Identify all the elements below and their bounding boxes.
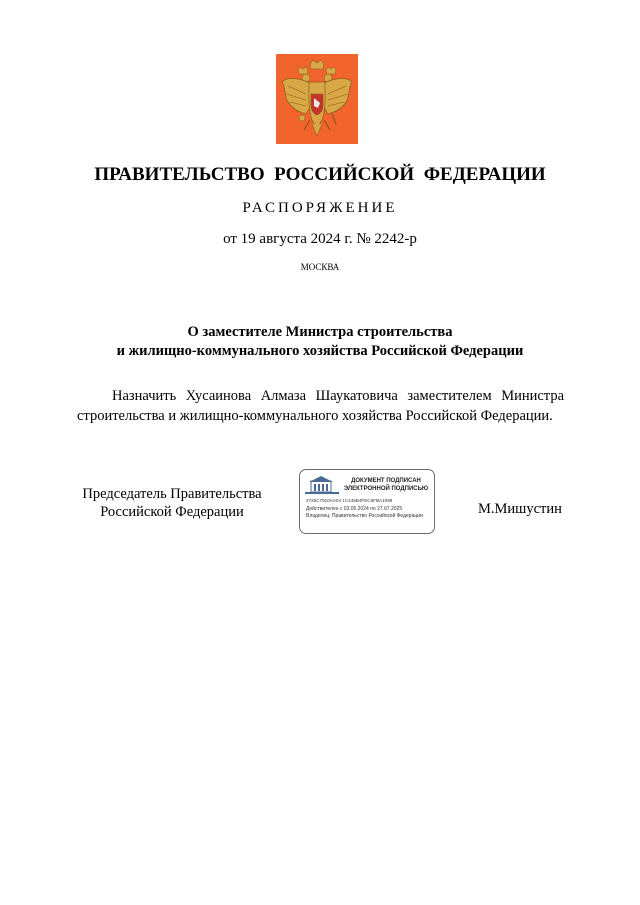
government-title: ПРАВИТЕЛЬСТВО РОССИЙСКОЙ ФЕДЕРАЦИИ bbox=[94, 164, 546, 185]
document-city: МОСКВА bbox=[300, 262, 340, 272]
electronic-signature-stamp bbox=[299, 469, 435, 534]
signer-position-line-2: Российской Федерации bbox=[100, 504, 244, 520]
subject-line-2: и жилищно-коммунального хозяйства Российской Федерации bbox=[116, 343, 524, 359]
signer-name: М.Мишустин bbox=[478, 501, 562, 517]
esign-heading-line-1: ДОКУМЕНТ ПОДПИСАН bbox=[351, 478, 421, 484]
signer-position-line-1: Председатель Правительства bbox=[82, 486, 262, 502]
esign-owner: Владелец: Правительство Российской Федерации bbox=[306, 513, 423, 519]
esign-heading bbox=[340, 477, 432, 493]
russian-coat-of-arms-icon bbox=[276, 54, 358, 144]
esign-certificate-serial: 2726C7910AA04 1C145B4FEC6FBA1099 bbox=[306, 498, 393, 503]
document-date-number: от 19 августа 2024 г. № 2242-р bbox=[223, 231, 417, 247]
government-building-icon bbox=[305, 476, 339, 494]
signer-position bbox=[77, 485, 267, 521]
document-subject bbox=[0, 323, 640, 361]
esign-heading-line-2: ЭЛЕКТРОННОЙ ПОДПИСЬЮ bbox=[343, 486, 429, 492]
esign-validity: Действителен с 03.05.2024 по 27.07.2025 bbox=[306, 506, 403, 512]
subject-line-1: О заместителе Министра строительства bbox=[187, 324, 453, 340]
order-paragraph: Назначить Хусаинова Алмаза Шаукатовича заместителем Министра строительства и жилищно-коммунального хозяйства Российской Федерации. bbox=[77, 388, 564, 424]
document-type: РАСПОРЯЖЕНИЕ bbox=[242, 200, 398, 216]
